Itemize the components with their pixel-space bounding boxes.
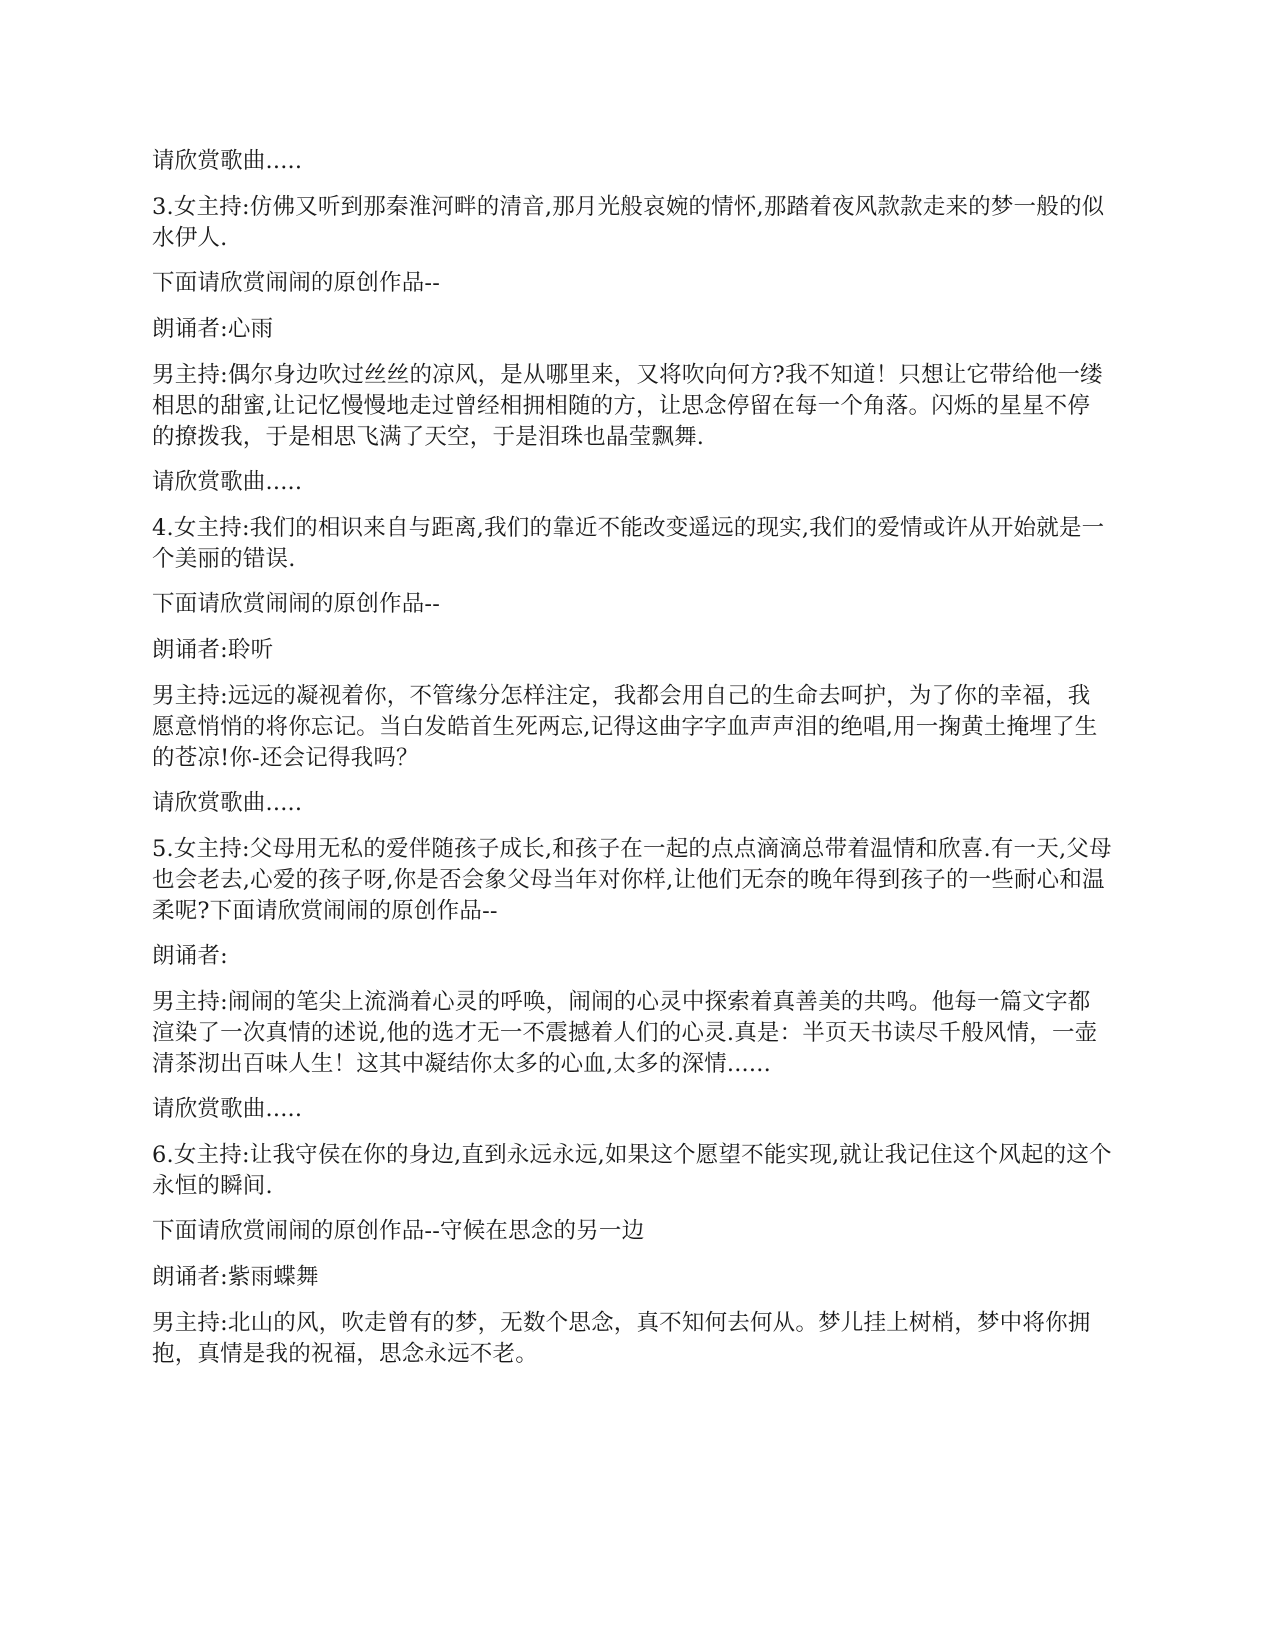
song-prompt: 请欣赏歌曲..... — [152, 790, 303, 816]
female-host-line: 4.女主持:我们的相识来自与距离,我们的靠近不能改变遥远的现实,我们的爱情或许从开始就是一个美丽的错误. — [152, 515, 1105, 572]
female-host-line: 5.女主持:父母用无私的爱伴随孩子成长,和孩子在一起的点点滴滴总带着温情和欣喜.有一天,父母也会老去,心爱的孩子呀,你是否会象父母当年对你样,让他们无奈的晚年得到孩子的一些耐心和温柔呢?下面请欣赏闹闹的原创作品-- — [152, 836, 1112, 924]
male-host-line: 男主持:北山的风，吹走曾有的梦，无数个思念，真不知何去何从。梦儿挂上树梢，梦中将你拥抱，真情是我的祝福，思念永远不老。 — [152, 1310, 1091, 1367]
male-host-line: 男主持:偶尔身边吹过丝丝的凉风，是从哪里来，又将吹向何方?我不知道！只想让它带给他一缕相思的甜蜜,让记忆慢慢地走过曾经相拥相随的方，让思念停留在每一个角落。闪烁的星星不停的撩拨我，于是相思飞满了天空，于是泪珠也晶莹飘舞. — [152, 362, 1103, 450]
female-host-line: 6.女主持:让我守侯在你的身边,直到永远永远,如果这个愿望不能实现,就让我记住这个风起的这个永恒的瞬间. — [152, 1142, 1112, 1199]
female-host-line: 3.女主持:仿佛又听到那秦淮河畔的清音,那月光般哀婉的情怀,那踏着夜风款款走来的梦一般的似水伊人. — [152, 194, 1105, 251]
reciter-line: 朗诵者:聆听 — [152, 637, 274, 663]
song-prompt: 请欣赏歌曲..... — [152, 1096, 303, 1122]
male-host-line: 男主持:闹闹的笔尖上流淌着心灵的呼唤，闹闹的心灵中探索着真善美的共鸣。他每一篇文字都渲染了一次真情的述说,他的选才无一不震撼着人们的心灵.真是：半页天书读尽千般风情，一壶清茶沏出百味人生！这其中凝结你太多的心血,太多的深情...... — [152, 989, 1098, 1077]
song-prompt: 请欣赏歌曲..... — [152, 148, 303, 174]
song-prompt: 请欣赏歌曲..... — [152, 469, 303, 495]
work-intro: 下面请欣赏闹闹的原创作品-- — [152, 270, 441, 296]
male-host-line: 男主持:远远的凝视着你，不管缘分怎样注定，我都会用自己的生命去呵护，为了你的幸福，我愿意悄悄的将你忘记。当白发皓首生死两忘,记得这曲字字血声声泪的绝唱,用一掬黄土掩埋了生的苍凉!你-还会记得我吗？ — [152, 683, 1098, 771]
document-page — [152, 146, 1112, 1384]
work-intro: 下面请欣赏闹闹的原创作品--守候在思念的另一边 — [152, 1218, 645, 1244]
reciter-line: 朗诵者: — [152, 943, 228, 969]
reciter-line: 朗诵者:紫雨蝶舞 — [152, 1264, 319, 1290]
work-intro: 下面请欣赏闹闹的原创作品-- — [152, 591, 441, 617]
reciter-line: 朗诵者:心雨 — [152, 316, 274, 342]
